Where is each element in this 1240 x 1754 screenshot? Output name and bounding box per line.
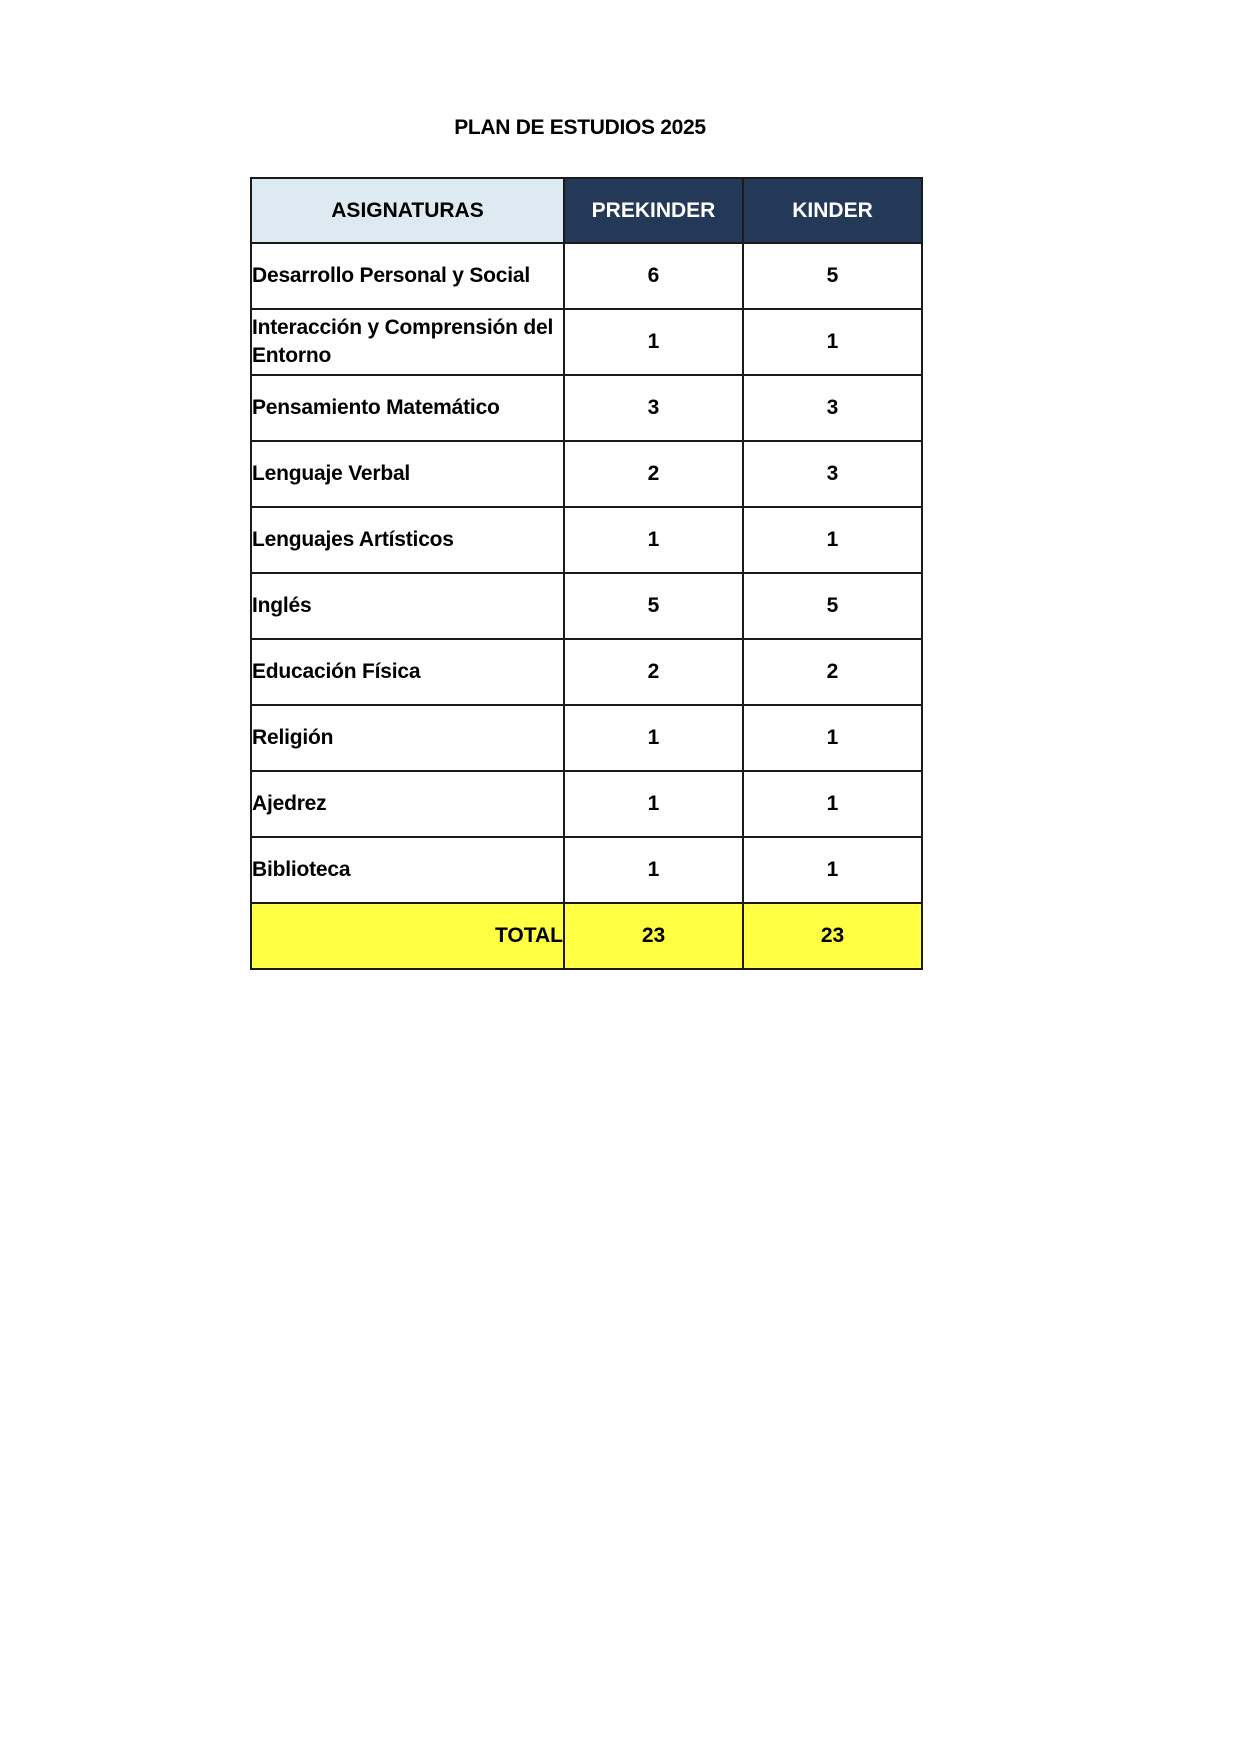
kinder-hours-cell: 5: [743, 243, 922, 309]
kinder-hours-cell: 2: [743, 639, 922, 705]
prekinder-hours-cell: 2: [564, 639, 743, 705]
kinder-total-cell: 23: [743, 903, 922, 969]
prekinder-hours-cell: 1: [564, 507, 743, 573]
document-title: PLAN DE ESTUDIOS 2025: [454, 116, 706, 139]
header-kinder: KINDER: [743, 178, 922, 243]
prekinder-hours-cell: 1: [564, 837, 743, 903]
table-row: [251, 441, 922, 507]
table-row: [251, 243, 922, 309]
subject-cell: Biblioteca: [251, 837, 564, 903]
prekinder-hours-cell: 1: [564, 705, 743, 771]
kinder-hours-cell: 3: [743, 441, 922, 507]
table-row: [251, 705, 922, 771]
prekinder-hours-cell: 1: [564, 309, 743, 375]
prekinder-hours-cell: 1: [564, 771, 743, 837]
subject-cell: Desarrollo Personal y Social: [251, 243, 564, 309]
header-prekinder: PREKINDER: [564, 178, 743, 243]
subject-cell: Educación Física: [251, 639, 564, 705]
table-row: [251, 639, 922, 705]
table-row: [251, 837, 922, 903]
subject-cell: Interacción y Comprensión del Entorno: [251, 309, 564, 375]
table-row: [251, 507, 922, 573]
kinder-hours-cell: 1: [743, 309, 922, 375]
kinder-hours-cell: 1: [743, 705, 922, 771]
kinder-hours-cell: 1: [743, 507, 922, 573]
kinder-hours-cell: 5: [743, 573, 922, 639]
total-row: [251, 903, 922, 969]
table-header-row: [251, 178, 922, 243]
prekinder-hours-cell: 5: [564, 573, 743, 639]
subject-cell: Inglés: [251, 573, 564, 639]
table-row: [251, 375, 922, 441]
subject-cell: Lenguaje Verbal: [251, 441, 564, 507]
kinder-hours-cell: 1: [743, 837, 922, 903]
kinder-hours-cell: 1: [743, 771, 922, 837]
total-label: TOTAL: [251, 903, 564, 969]
prekinder-total-cell: 23: [564, 903, 743, 969]
table-row: [251, 771, 922, 837]
kinder-hours-cell: 3: [743, 375, 922, 441]
header-subjects: ASIGNATURAS: [251, 178, 564, 243]
prekinder-hours-cell: 2: [564, 441, 743, 507]
table-row: [251, 573, 922, 639]
prekinder-hours-cell: 6: [564, 243, 743, 309]
table-row: [251, 309, 922, 375]
subject-cell: Pensamiento Matemático: [251, 375, 564, 441]
subject-cell: Religión: [251, 705, 564, 771]
subject-cell: Ajedrez: [251, 771, 564, 837]
study-plan-table: [250, 177, 923, 970]
subject-cell: Lenguajes Artísticos: [251, 507, 564, 573]
prekinder-hours-cell: 3: [564, 375, 743, 441]
